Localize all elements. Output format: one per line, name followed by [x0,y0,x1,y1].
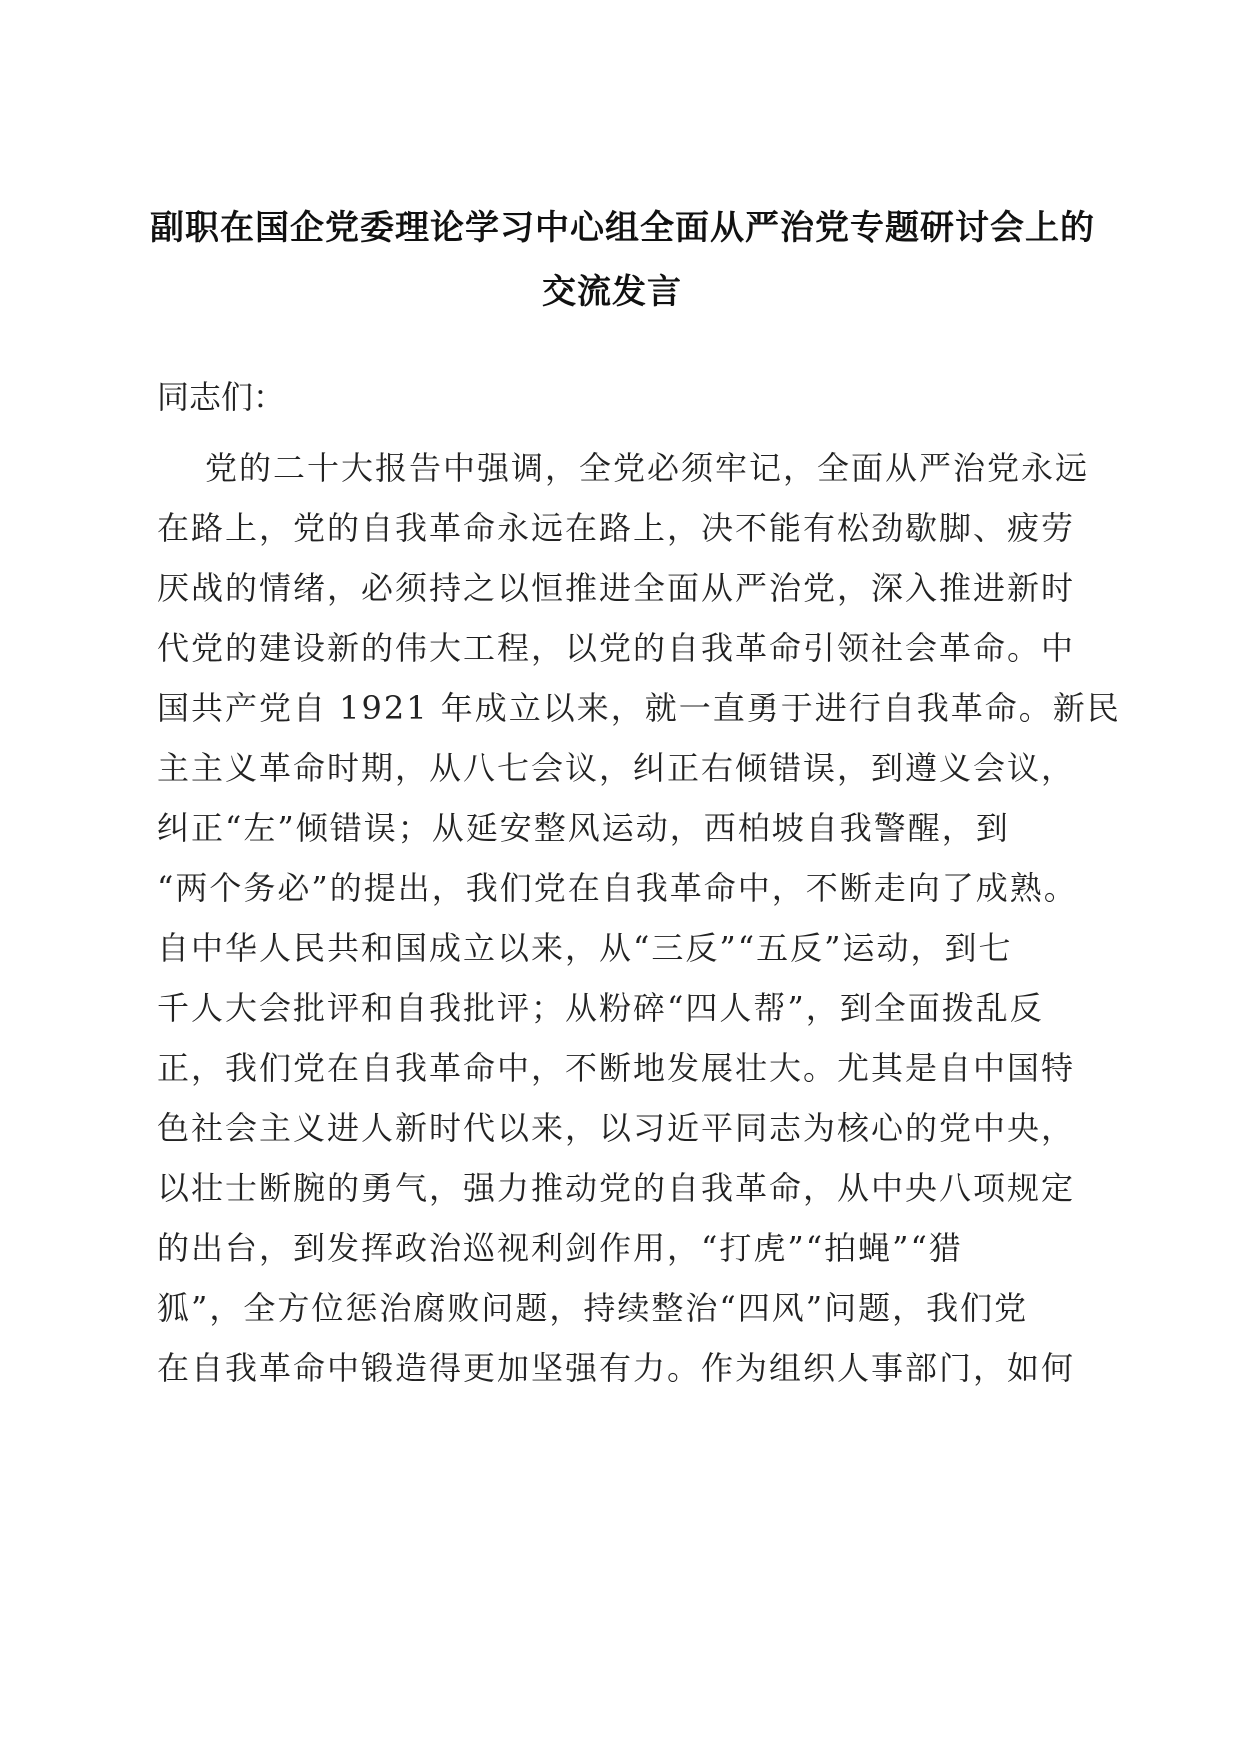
paragraph-line: 党的二十大报告中强调，全党必须牢记，全面从严治党永远 [205,449,1090,487]
paragraph-line: 色社会主义进人新时代以来，以习近平同志为核心的党中央， [157,1109,1076,1147]
document-title-line-1: 副职在国企党委理论学习中心组全面从严治党专题研讨会上的 [150,208,1095,248]
paragraph-line: 狐”，全方位惩治腐败问题，持续整治“四风”问题，我们党 [157,1289,1029,1327]
paragraph-line: 代党的建设新的伟大工程，以党的自我革命引领社会革命。中 [157,629,1076,667]
paragraph-line: 国共产党自 1921 年成立以来，就一直勇于进行自我革命。新民 [157,689,1121,727]
paragraph-line: 千人大会批评和自我批评；从粉碎“四人帮”，到全面拨乱反 [157,989,1044,1027]
paragraph-line: 正，我们党在自我革命中，不断地发展壮大。尤其是自中国特 [157,1049,1076,1087]
paragraph-line: 的出台，到发挥政治巡视利剑作用，“打虎”“拍蝇”“猎 [157,1229,963,1267]
paragraph-line: “两个务必”的提出，我们党在自我革命中，不断走向了成熟。 [157,869,1078,907]
paragraph-line: 自中华人民共和国成立以来，从“三反”“五反”运动，到七 [157,929,1013,967]
paragraph-line: 主主义革命时期，从八七会议，纠正右倾错误，到遵义会议， [157,749,1076,787]
paragraph-line: 在自我革命中锻造得更加坚强有力。作为组织人事部门，如何 [157,1349,1076,1387]
document-title-line-2: 交流发言 [542,272,682,312]
paragraph-line: 厌战的情绪，必须持之以恒推进全面从严治党，深入推进新时 [157,569,1076,607]
paragraph-line: 以壮士断腕的勇气，强力推动党的自我革命，从中央八项规定 [157,1169,1076,1207]
paragraph-line: 在路上，党的自我革命永远在路上，决不能有松劲歇脚、疲劳 [157,509,1076,547]
salutation: 同志们： [157,378,286,416]
paragraph-line: 纠正“左”倾错误；从延安整风运动，西柏坡自我警醒，到 [157,809,1010,847]
